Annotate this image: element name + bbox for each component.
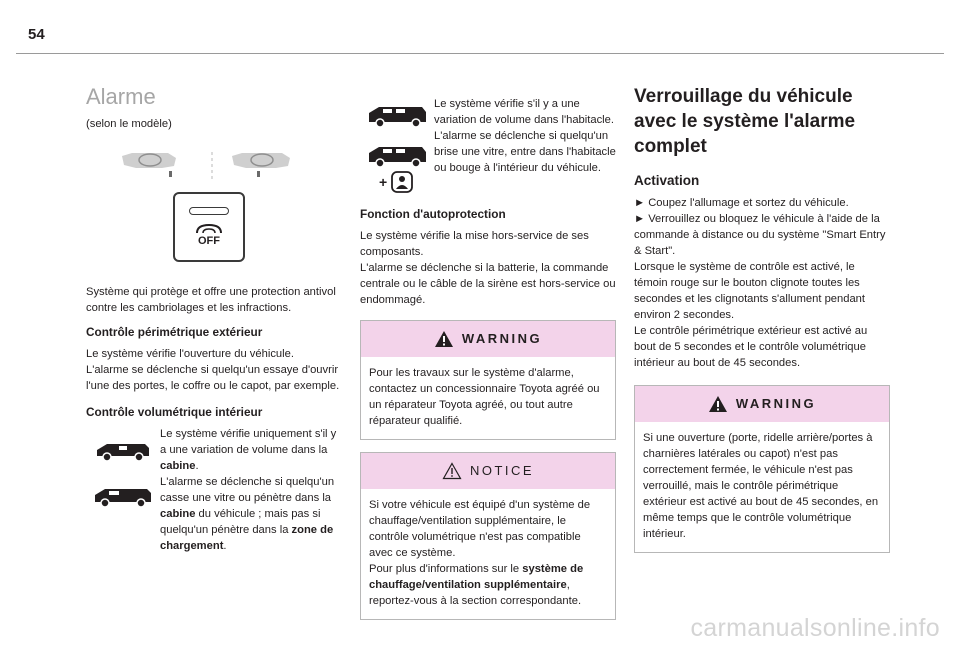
warning-title: WARNING: [461, 331, 543, 346]
warning-box-2: [634, 385, 890, 553]
warning-triangle-icon: [708, 395, 728, 413]
alarm-off-button: [173, 192, 245, 262]
volumetric-text: [160, 426, 342, 554]
warning-triangle-icon: [434, 330, 454, 348]
column-locking: [634, 70, 890, 553]
autoprotect-text-2: L'alarme se déclenche si la batterie, la commande centrale ou le câble de la sirène est hors-service ou endommagé.: [360, 262, 616, 306]
volumetric-heading: Contrôle volumétrique intérieur: [86, 405, 263, 419]
van-icon: [91, 484, 155, 508]
van-icon: [366, 102, 428, 128]
warning-text-2: Si une ouverture (porte, ridelle arrière/portes à charnières latérales ou capot) n'est pas correctement fermée, le véhicule n'est pas verrouillé, mais le contrôle périmétrique extérieur est activé au bout de 45 secondes, en même temps que le contrôle volumétrique intérieur.: [643, 432, 879, 540]
notice-header: [361, 453, 615, 489]
header-divider: [16, 53, 944, 54]
locking-heading: Verrouillage du véhicule avec le système l'alarme complet: [634, 86, 856, 157]
bullet-item-2: ► Verrouillez ou bloquez le véhicule à l'aide de la commande à distance ou du système "Smart Entry & Start".: [634, 213, 886, 257]
warning-box: [360, 320, 616, 440]
notice-title: NOTICE: [469, 463, 535, 478]
autoprotect-heading: Fonction d'autoprotection: [360, 207, 506, 221]
notice-text-1: Si votre véhicule est équipé d'un système de chauffage/ventilation supplémentaire, le contrôle volumétrique n'est pas compatible avec ce système.: [369, 499, 591, 559]
notice-text-2: Pour plus d'informations sur le système de chauffage/ventilation supplémentaire, reportez-vous à la section correspondante.: [369, 563, 584, 607]
notice-triangle-icon: [442, 462, 462, 480]
model-note: (selon le modèle): [86, 118, 172, 130]
warning-header-2: [635, 386, 889, 422]
svg-text:+: +: [379, 174, 388, 190]
warning-title-2: WARNING: [735, 396, 817, 411]
page-number: 54: [28, 26, 45, 43]
indicator-slot: [189, 207, 229, 215]
perimeter-text-1: Le système vérifie l'ouverture du véhicule.: [86, 348, 294, 360]
arrow-bullet-icon: ►: [634, 197, 646, 209]
warning-text: Pour les travaux sur le système d'alarme, contactez un concessionnaire Toyota agréé ou un réparateur Toyota agréé, ou tout autre réparateur qualifié.: [369, 367, 600, 427]
volume-text: [434, 96, 616, 176]
intro-text: Système qui protège et offre une protection antivol contre les cambriolages et les infractions.: [86, 286, 336, 314]
van-icon: [366, 142, 428, 168]
van-icon: [93, 440, 153, 462]
autoprotect-text-1: Le système vérifie la mise hors-service de ses composants.: [360, 230, 589, 258]
section-title: Alarme: [86, 84, 156, 109]
notice-box: [360, 452, 616, 620]
steering-illustration: [86, 148, 342, 182]
activation-text-1: Lorsque le système de contrôle est activé, le témoin rouge sur le bouton clignote toutes les secondes et les clignotants s'allument pendant environ 2 secondes.: [634, 261, 866, 321]
van-icons: [86, 430, 160, 508]
volume-text-2: L'alarme se déclenche si quelqu'un brise une vitre, entre dans l'habitacle ou bouge à l'intérieur du véhicule.: [434, 130, 616, 174]
steering-wheel-icon: [86, 148, 342, 182]
watermark: carmanualsonline.info: [690, 614, 940, 642]
perimeter-heading: Contrôle périmétrique extérieur: [86, 325, 263, 339]
off-label: OFF: [198, 235, 220, 247]
column-alarm: [86, 70, 342, 554]
bullet-item-1: ► Coupez l'allumage et sortez du véhicule.: [634, 197, 849, 209]
volume-text-1: Le système vérifie s'il y a une variation de volume dans l'habitacle.: [434, 98, 614, 126]
activation-text-2: Le contrôle périmétrique extérieur est activé au bout de 5 secondes et le contrôle volumétrique intérieur au bout de 45 secondes.: [634, 325, 868, 369]
column-volume: [360, 94, 616, 620]
volumetric-para-2: L'alarme se déclenche si quelqu'un casse une vitre ou pénètre dans la cabine du véhicule ; mais pas si quelqu'un pénètre dans la zone de chargement.: [160, 476, 335, 552]
perimeter-text-2: L'alarme se déclenche si quelqu'un essaye d'ouvrir l'une des portes, le coffre ou le capot, par exemple.: [86, 364, 340, 392]
volumetric-para-1: Le système vérifie uniquement s'il y a une variation de volume dans la cabine.: [160, 428, 337, 472]
arrow-bullet-icon: ►: [634, 213, 646, 225]
activation-heading: Activation: [634, 173, 700, 188]
van-cabin-icons: [360, 94, 434, 194]
intrusion-sensor-icon: [377, 170, 417, 194]
warning-header: [361, 321, 615, 357]
alarm-off-button-icon: [194, 221, 224, 235]
